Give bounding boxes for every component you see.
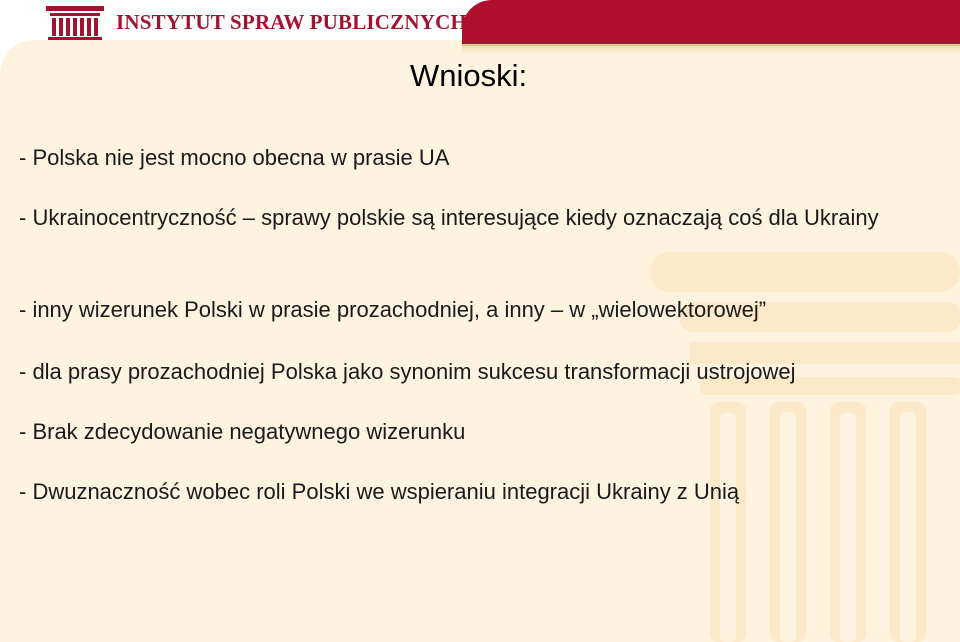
- header-band-shadow: [462, 44, 960, 54]
- header-accent-band: [462, 0, 960, 46]
- columns-logo-icon: [46, 6, 104, 40]
- list-item: - dla prasy prozachodniej Polska jako synonim sukcesu transformacji ustrojowej: [19, 359, 796, 384]
- list-item: - Brak zdecydowanie negatywnego wizerunku: [19, 419, 466, 444]
- list-item: - inny wizerunek Polski w prasie prozachodniej, a inny – w „wielowektorowej”: [19, 297, 767, 322]
- list-item: - Dwuznaczność wobec roli Polski we wspieraniu integracji Ukrainy z Unią: [19, 479, 740, 504]
- list-item: - Polska nie jest mocno obecna w prasie UA: [19, 145, 450, 170]
- brand-name: INSTYTUT SPRAW PUBLICZNYCH: [116, 10, 468, 34]
- list-item: - Ukrainocentryczność – sprawy polskie są interesujące kiedy oznaczają coś dla Ukrainy: [19, 205, 879, 230]
- content-panel: [0, 40, 960, 642]
- slide-title: Wnioski:: [410, 58, 528, 93]
